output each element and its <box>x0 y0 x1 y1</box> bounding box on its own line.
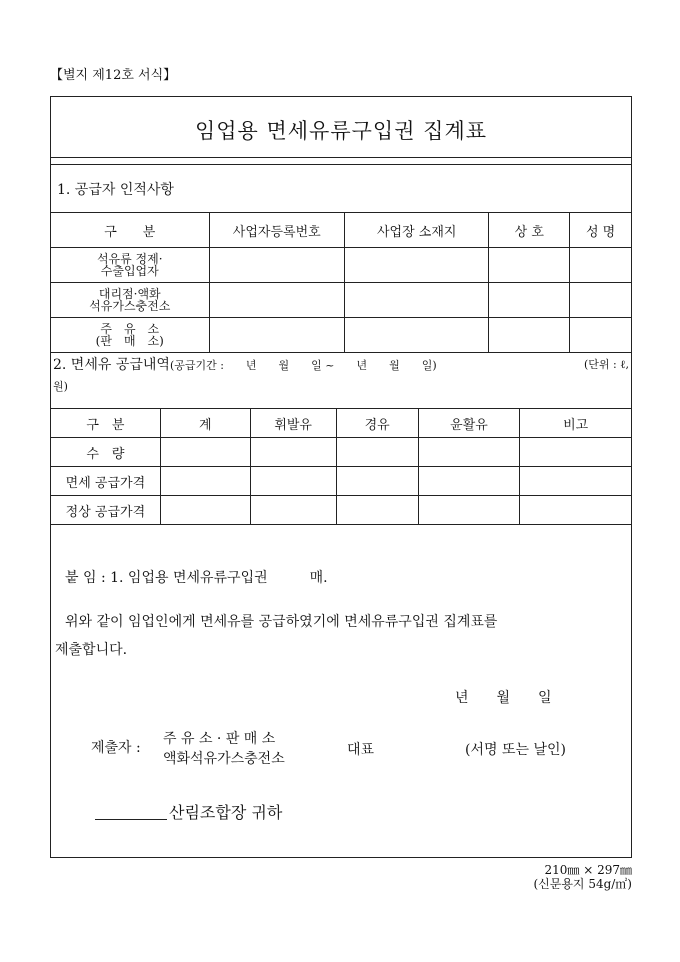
row-label-refiner <box>51 248 210 283</box>
input-cell[interactable] <box>209 283 344 318</box>
row-label-line: 주 유 소 <box>100 322 160 336</box>
row-label-line: 수출입업자 <box>100 264 159 278</box>
row-label-taxfree-price: 면세 공급가격 <box>51 467 161 496</box>
submitter-line: 액화석유가스충전소 <box>163 751 285 767</box>
input-cell[interactable] <box>209 318 344 353</box>
section2-heading-block <box>53 355 629 397</box>
header-remarks: 비고 <box>520 409 632 438</box>
statement-line-2: 제출합니다. <box>55 642 128 658</box>
input-cell[interactable] <box>570 283 632 318</box>
supply-row <box>51 467 632 496</box>
header-category: 구 분 <box>51 213 210 248</box>
supplier-header-row <box>51 213 632 248</box>
input-cell[interactable] <box>250 467 336 496</box>
input-cell[interactable] <box>160 467 250 496</box>
row-label-gas-station <box>51 318 210 353</box>
supply-row <box>51 438 632 467</box>
unit-label-cont: 원) <box>53 380 68 393</box>
input-cell[interactable] <box>344 248 488 283</box>
supply-table <box>50 408 632 525</box>
input-cell[interactable] <box>336 438 418 467</box>
statement-line-1: 위와 같이 임업인에게 면세유를 공급하였기에 면세유류구입권 집계표를 <box>65 614 498 630</box>
paper-type: (신문용지 54g/㎡) <box>533 877 632 891</box>
input-cell[interactable] <box>489 248 570 283</box>
input-cell[interactable] <box>418 438 520 467</box>
title-divider <box>51 157 631 158</box>
header-owner-name: 성 명 <box>570 213 632 248</box>
input-cell[interactable] <box>520 467 632 496</box>
section1-heading: 1. 공급자 인적사항 <box>57 182 174 198</box>
input-cell[interactable] <box>250 438 336 467</box>
header-business-address: 사업장 소재지 <box>344 213 488 248</box>
title-divider-double <box>51 164 631 165</box>
row-label-line: (판 매 소) <box>95 334 164 348</box>
supplier-row <box>51 318 632 353</box>
input-cell[interactable] <box>336 467 418 496</box>
input-cell[interactable] <box>344 318 488 353</box>
input-cell[interactable] <box>209 248 344 283</box>
row-label-agency <box>51 283 210 318</box>
row-label-line: 석유류 정제· <box>96 252 163 266</box>
section2-heading: 2. 면세유 공급내역 <box>53 357 170 373</box>
input-cell[interactable] <box>520 438 632 467</box>
date-line: 년 월 일 <box>455 690 552 706</box>
header-trade-name: 상 호 <box>489 213 570 248</box>
input-cell[interactable] <box>520 496 632 525</box>
unit-label: (단위 : ℓ, <box>583 358 629 371</box>
supply-period: (공급기간 : 년 월 일 ~ 년 월 일) <box>169 359 437 372</box>
representative-label: 대표 <box>347 742 375 758</box>
supply-row <box>51 496 632 525</box>
row-label-line: 석유가스충전소 <box>89 299 171 313</box>
header-lubricant: 윤활유 <box>418 409 520 438</box>
form-frame <box>50 96 632 858</box>
submitter-label: 제출자 : <box>91 740 141 756</box>
input-cell[interactable] <box>250 496 336 525</box>
supplier-row <box>51 248 632 283</box>
supplier-table <box>50 212 632 353</box>
recipient-blank[interactable] <box>95 819 167 820</box>
header-category: 구 분 <box>51 409 161 438</box>
form-label: 【별지 제12호 서식】 <box>50 68 177 83</box>
header-diesel: 경유 <box>336 409 418 438</box>
row-label-normal-price: 정상 공급가격 <box>51 496 161 525</box>
input-cell[interactable] <box>489 283 570 318</box>
recipient: 산림조합장 귀하 <box>169 803 283 822</box>
input-cell[interactable] <box>570 248 632 283</box>
row-label-quantity: 수 량 <box>51 438 161 467</box>
input-cell[interactable] <box>160 496 250 525</box>
header-total: 계 <box>160 409 250 438</box>
header-gasoline: 휘발유 <box>250 409 336 438</box>
row-label-line: 대리점·액화 <box>98 287 161 301</box>
header-business-number: 사업자등록번호 <box>209 213 344 248</box>
input-cell[interactable] <box>160 438 250 467</box>
attachment-line: 붙 임 : 1. 임업용 면세유류구입권 매. <box>65 570 328 586</box>
signature-label: (서명 또는 날인) <box>465 742 566 758</box>
input-cell[interactable] <box>336 496 418 525</box>
paper-size: 210㎜ × 297㎜ <box>544 863 632 877</box>
form-title: 임업용 면세유류구입권 집계표 <box>194 119 488 143</box>
submitter-line: 주 유 소 · 판 매 소 <box>163 731 276 747</box>
supplier-row <box>51 283 632 318</box>
input-cell[interactable] <box>418 496 520 525</box>
input-cell[interactable] <box>570 318 632 353</box>
input-cell[interactable] <box>418 467 520 496</box>
submitter-type <box>163 729 285 769</box>
supply-header-row <box>51 409 632 438</box>
input-cell[interactable] <box>344 283 488 318</box>
input-cell[interactable] <box>489 318 570 353</box>
